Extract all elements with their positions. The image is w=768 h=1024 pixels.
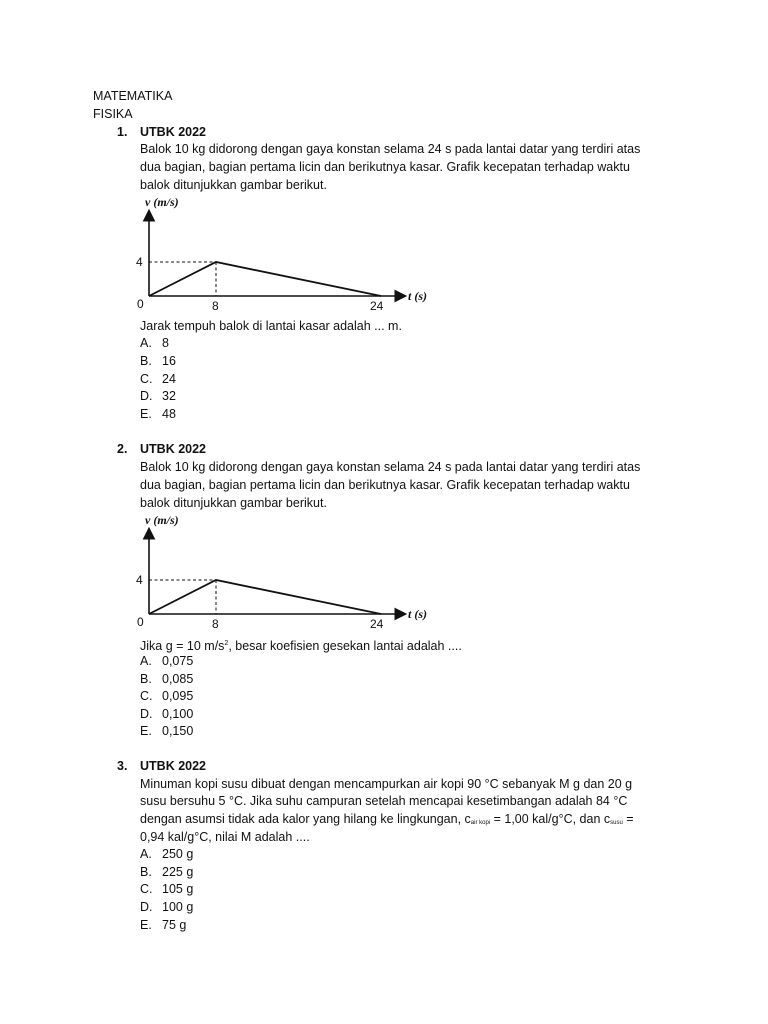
x-tick-label: 8 — [212, 617, 219, 631]
text-part: = 1,00 kal/g°C, dan c — [490, 812, 611, 826]
option-letter: C. — [140, 689, 153, 703]
option-value: 0,100 — [162, 707, 194, 721]
x-axis-label: t (s) — [408, 607, 427, 621]
question-text-line: dua bagian, bagian pertama licin dan berikutnya kasar. Grafik kecepatan terhadap waktu — [140, 478, 630, 492]
option-letter: E. — [140, 918, 152, 932]
origin-label: 0 — [137, 297, 144, 311]
text-part: dengan asumsi tidak ada kalor yang hilang ke lingkungan, c — [140, 812, 471, 826]
option-value: 8 — [162, 336, 169, 350]
question-text-line — [140, 811, 634, 831]
option-value: 75 g — [162, 918, 187, 932]
x-tick-label: 8 — [212, 299, 219, 313]
exponent: 2 — [224, 640, 229, 647]
section-heading: FISIKA — [93, 107, 133, 121]
x-axis-label: t (s) — [408, 289, 427, 303]
velocity-time-graph — [132, 510, 442, 634]
option-letter: A. — [140, 847, 152, 861]
subscript: air kopi — [470, 820, 491, 826]
velocity-line — [149, 262, 381, 296]
option-value: 100 g — [162, 900, 194, 914]
option-letter: C. — [140, 372, 153, 386]
option-letter: A. — [140, 336, 152, 350]
question-number: 2. — [117, 442, 128, 456]
text-part: = — [622, 812, 634, 826]
option-letter: D. — [140, 707, 153, 721]
option-letter: B. — [140, 672, 152, 686]
prompt-text: Jika g = 10 m/s — [140, 639, 225, 653]
option-letter: A. — [140, 654, 152, 668]
velocity-line — [149, 580, 381, 614]
x-tick-label: 24 — [370, 617, 384, 631]
question-text-line: Minuman kopi susu dibuat dengan mencampurkan air kopi 90 °C sebanyak M g dan 20 g — [140, 777, 633, 791]
option-letter: D. — [140, 389, 153, 403]
y-axis-label: v (m/s) — [145, 513, 179, 527]
question-text-line: Balok 10 kg didorong dengan gaya konstan selama 24 s pada lantai datar yang terdiri atas — [140, 460, 641, 474]
option-value: 16 — [162, 354, 176, 368]
question-title: UTBK 2022 — [140, 442, 206, 456]
question-text-line: dua bagian, bagian pertama licin dan berikutnya kasar. Grafik kecepatan terhadap waktu — [140, 160, 630, 174]
question-text-line: balok ditunjukkan gambar berikut. — [140, 178, 327, 192]
prompt-text: , besar koefisien gesekan lantai adalah .... — [228, 639, 462, 653]
question-text-line: Balok 10 kg didorong dengan gaya konstan selama 24 s pada lantai datar yang terdiri atas — [140, 142, 641, 156]
option-letter: C. — [140, 882, 153, 896]
question-number: 3. — [117, 759, 128, 773]
x-tick-label: 24 — [370, 299, 384, 313]
option-value: 250 g — [162, 847, 194, 861]
option-value: 0,150 — [162, 724, 194, 738]
option-value: 225 g — [162, 865, 194, 879]
y-tick-label: 4 — [136, 573, 143, 587]
option-letter: D. — [140, 900, 153, 914]
question-text-line: balok ditunjukkan gambar berikut. — [140, 496, 327, 510]
option-value: 32 — [162, 389, 176, 403]
option-value: 0,075 — [162, 654, 194, 668]
question-title: UTBK 2022 — [140, 125, 206, 139]
option-value: 0,095 — [162, 689, 194, 703]
velocity-time-graph — [132, 192, 442, 316]
option-letter: E. — [140, 407, 152, 421]
question-prompt: Jarak tempuh balok di lantai kasar adalah ... m. — [140, 319, 402, 333]
question-text-line: 0,94 kal/g°C, nilai M adalah .... — [140, 830, 310, 844]
question-text-line: susu bersuhu 5 °C. Jika suhu campuran setelah mencapai kesetimbangan adalah 84 °C — [140, 794, 628, 808]
option-value: 105 g — [162, 882, 194, 896]
option-value: 48 — [162, 407, 176, 421]
option-letter: B. — [140, 865, 152, 879]
subject-heading: MATEMATIKA — [93, 89, 173, 103]
option-letter: B. — [140, 354, 152, 368]
option-letter: E. — [140, 724, 152, 738]
origin-label: 0 — [137, 615, 144, 629]
question-title: UTBK 2022 — [140, 759, 206, 773]
question-prompt — [140, 636, 462, 654]
y-tick-label: 4 — [136, 255, 143, 269]
option-value: 24 — [162, 372, 176, 386]
y-axis-label: v (m/s) — [145, 195, 179, 209]
subscript: susu — [610, 820, 623, 826]
question-number: 1. — [117, 125, 128, 139]
option-value: 0,085 — [162, 672, 194, 686]
